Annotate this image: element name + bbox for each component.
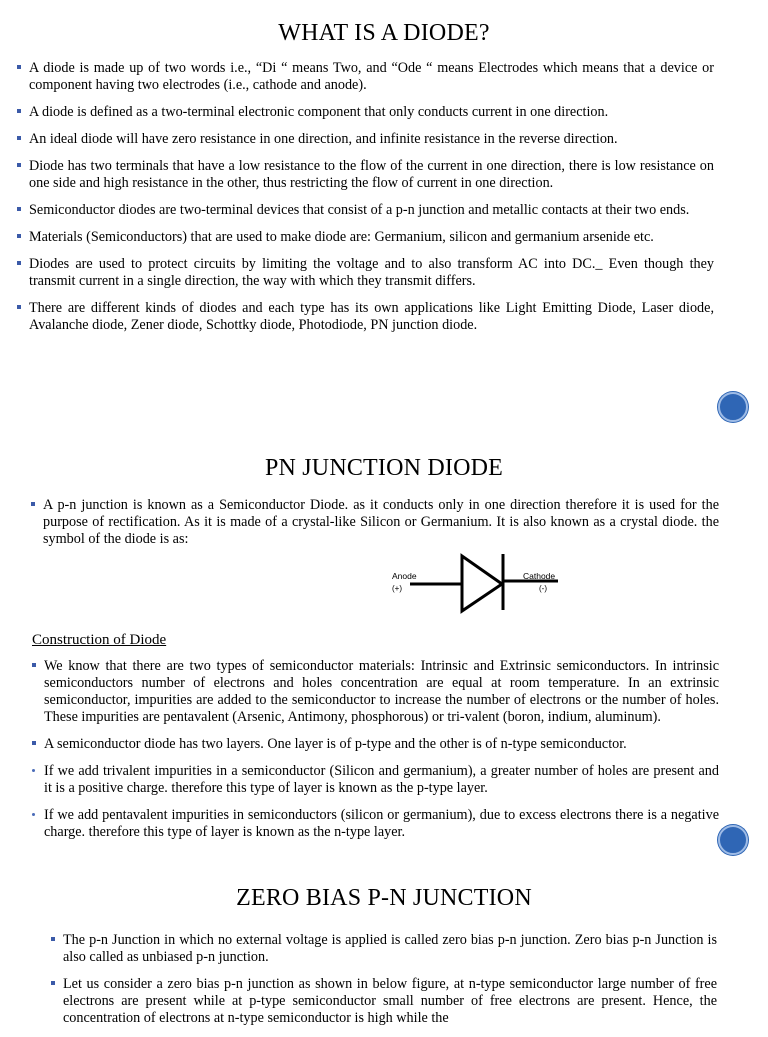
list-item: If we add pentavalent impurities in semiconductors (silicon or germanium), due to excess electrons there is a negative charge. therefore this type of layer is known as the n-type layer. [32,807,719,841]
anode-label: Anode [392,571,417,581]
diode-symbol [390,548,570,618]
list-item: There are different kinds of diodes and each type has its own applications like Light Emitting Diode, Laser diode, Avalanche diode, Zener diode, Schottky diode, Photodiode, PN junction diode. [17,300,714,334]
slide-nav-button[interactable] [718,392,748,422]
list-item: If we add trivalent impurities in a semiconductor (Silicon and germanium), a greater number of holes are present and it is a positive charge. therefore this type of layer is known as the p-type layer. [32,763,719,797]
list-item: A diode is made up of two words i.e., “Di “ means Two, and “Ode “ means Electrodes which means that a device or component having two electrodes (i.e., cathode and anode). [17,60,714,94]
construction-heading: Construction of Diode [32,632,167,648]
list-item: Materials (Semiconductors) that are used to make diode are: Germanium, silicon and germanium arsenide etc. [17,229,714,246]
construction-bullet-list [32,658,719,851]
slide1-title: WHAT IS A DIODE? [278,20,490,46]
slide3-bullet-list [51,932,717,1037]
slide2-title: PN JUNCTION DIODE [264,455,504,481]
list-item: Semiconductor diodes are two-terminal devices that consist of a p-n junction and metallic contacts at their two ends. [17,202,714,219]
cathode-label: Cathode [523,571,556,581]
list-item: A semiconductor diode has two layers. One layer is of p-type and the other is of n-type semiconductor. [32,736,719,753]
list-item: Diodes are used to protect circuits by limiting the voltage and to also transform AC into DC._ Even though they transmit current in a single direction, the way with which they transmit differs. [17,256,714,290]
diode-triangle [462,556,502,611]
list-item: The p-n Junction in which no external voltage is applied is called zero bias p-n junction. Zero bias p-n Junction is also called as unbiased p-n junction. [51,932,717,966]
list-item: A diode is defined as a two-terminal electronic component that only conducts current in one direction. [17,104,714,121]
slide2-intro-list [31,497,719,558]
list-item: We know that there are two types of semiconductor materials: Intrinsic and Extrinsic semiconductors. In intrinsic semiconductors number of electrons and holes concentration are equal at room temperature. In an extrinsic semiconductor, impurities are added to the semiconductor to increase the number of electrons or the number of holes. These impurities are pentavalent (Arsenic, Antimony, phosphorous) or tri-valent (boron, indium, aluminum). [32,658,719,726]
slide3-title: ZERO BIAS P-N JUNCTION [236,885,532,911]
list-item: Let us consider a zero bias p-n junction as shown in below figure, at n-type semiconductor large number of free electrons are present while at p-type semiconductor small number of free electrons are present. Hence, the concentration of electrons at n-type semiconductor is high while the [51,976,717,1027]
list-item: An ideal diode will have zero resistance in one direction, and infinite resistance in the reverse direction. [17,131,714,148]
list-item: Diode has two terminals that have a low resistance to the flow of the current in one direction, there is low resistance on one side and high resistance in the other, thus restricting the flow of current in one direction. [17,158,714,192]
cathode-sign: (-) [539,584,547,593]
slide1-bullet-list [17,60,714,344]
slide-nav-button[interactable] [718,825,748,855]
list-item: A p-n junction is known as a Semiconductor Diode. as it conducts only in one direction therefore it is used for the purpose of rectification. As it is made of a crystal-like Silicon or Germanium. It is also known as a crystal diode. the symbol of the diode is as: [31,497,719,548]
anode-sign: (+) [392,584,402,593]
